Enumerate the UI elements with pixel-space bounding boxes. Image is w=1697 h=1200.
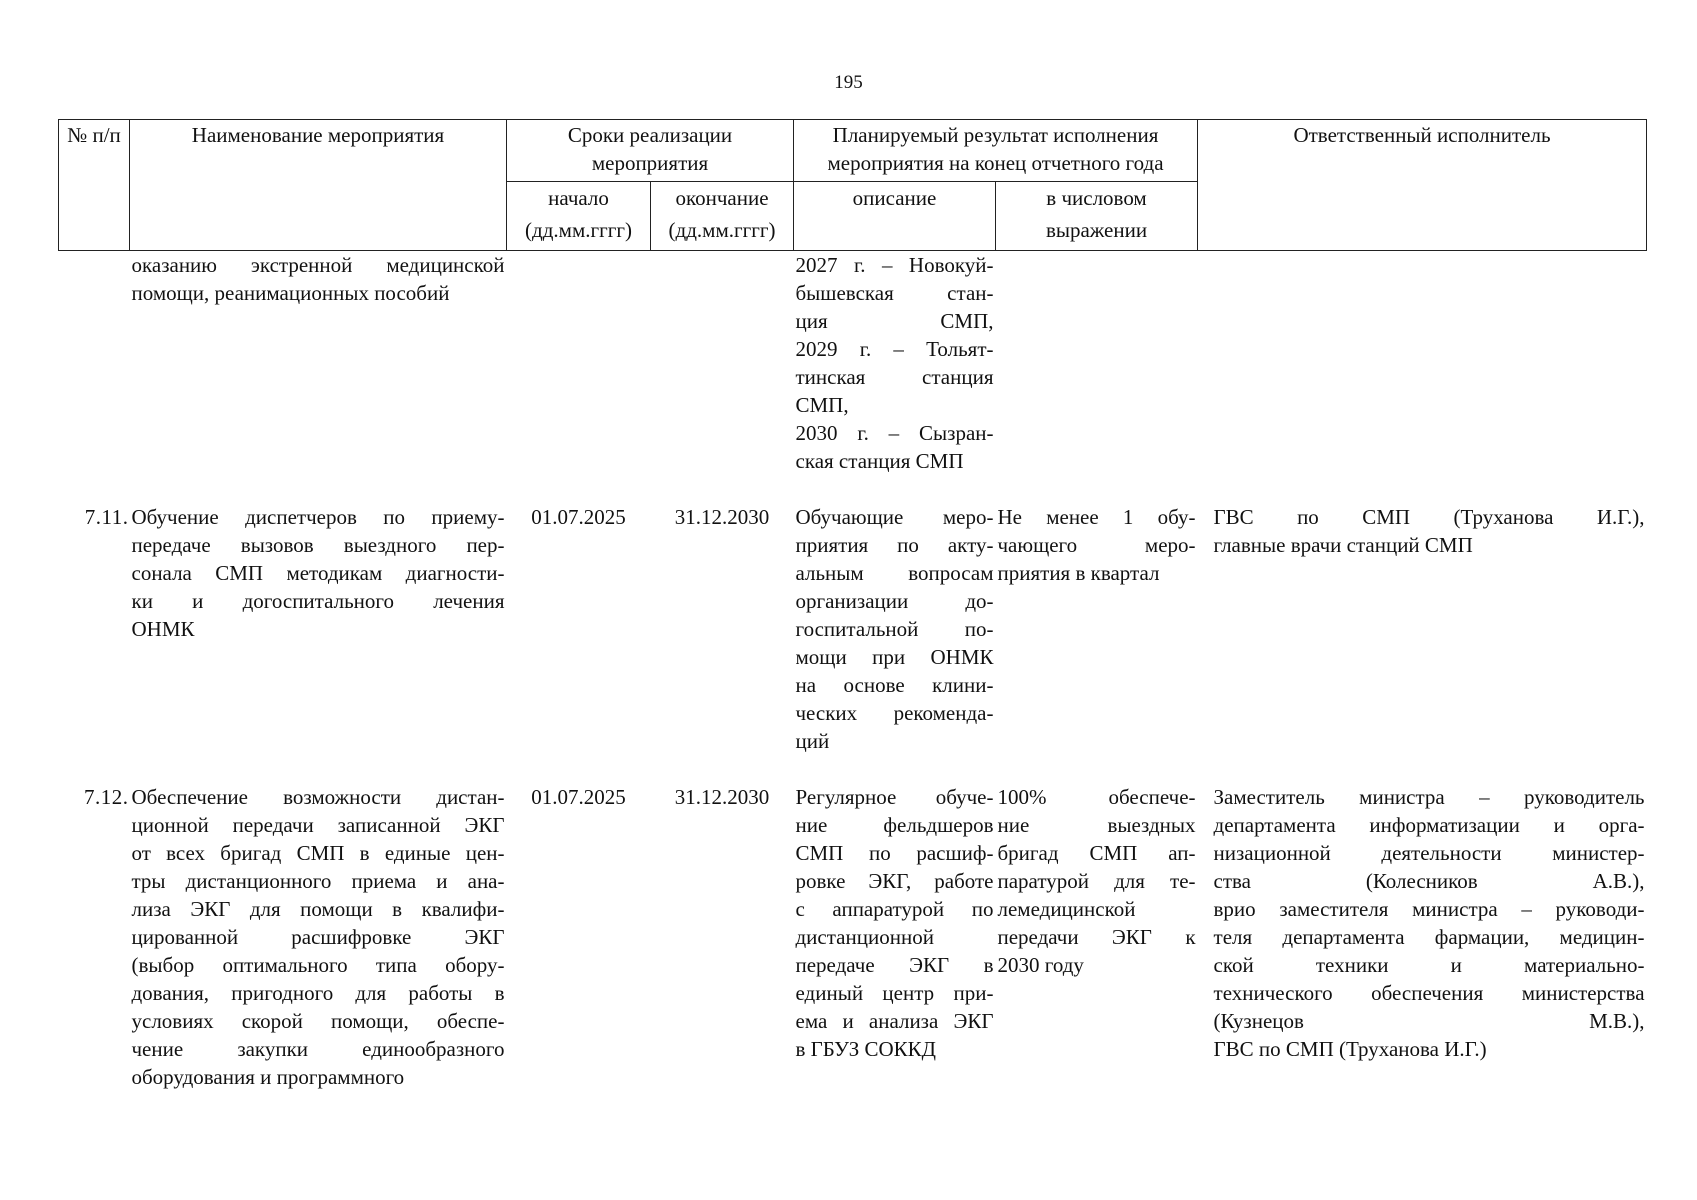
text-line: Заместитель министра – руководитель: [1213, 785, 1645, 809]
text-line: лиза ЭКГ для помощи в квалифи-: [131, 897, 505, 921]
text-line: на основе клини-: [795, 673, 994, 697]
header-numeric: в числовом выражении: [996, 182, 1198, 251]
row-number-cell: [59, 251, 130, 476]
header-start: начало (дд.мм.гггг): [507, 182, 651, 251]
text-line: ние выездных: [997, 813, 1196, 837]
text-line: (выбор оптимального типа обору-: [131, 953, 505, 977]
header-end: окончание (дд.мм.гггг): [651, 182, 794, 251]
text-line: лемедицинской: [997, 897, 1136, 921]
text-line: оборудования и программного: [131, 1065, 405, 1089]
text-line: СМП,: [795, 393, 849, 417]
text-line: чающего меро-: [997, 533, 1196, 557]
text-line: передачи ЭКГ к: [997, 925, 1196, 949]
row-end-cell: 31.12.2030: [674, 785, 770, 809]
text-line: ОНМК: [131, 617, 195, 641]
text-line: 2029 г. – Тольят-: [795, 337, 994, 361]
header-responsible: Ответственный исполнитель: [1198, 120, 1647, 251]
row-spacer: [59, 475, 1647, 503]
row-name-cell: [130, 251, 507, 476]
text-line: ций: [795, 729, 830, 753]
row-value-cell: [996, 503, 1198, 755]
text-line: сонала СМП методикам диагности-: [131, 561, 505, 585]
page-number: 195: [834, 72, 863, 93]
text-line: ская станция СМП: [795, 449, 964, 473]
text-line: мощи при ОНМК: [795, 645, 994, 669]
row-description-cell: [794, 251, 996, 476]
text-line: теля департамента фармации, медицин-: [1213, 925, 1645, 949]
text-line: передаче ЭКГ в: [795, 953, 994, 977]
text-line: организации до-: [795, 589, 994, 613]
text-line: паратурой для те-: [997, 869, 1196, 893]
text-line: ция СМП,: [795, 309, 994, 333]
text-line: технического обеспечения министерства: [1213, 981, 1645, 1005]
row-name-cell: [130, 783, 507, 1091]
spacer-cell: [59, 475, 1647, 503]
text-line: ГВС по СМП (Труханова И.Г.): [1213, 1037, 1487, 1061]
row-value-cell: [996, 251, 1198, 476]
row-description-cell: [794, 503, 996, 755]
text-line: альным вопросам: [795, 561, 994, 585]
row-spacer: [59, 755, 1647, 783]
text-line: ки и догоспитального лечения: [131, 589, 505, 613]
text-line: Обучающие меро-: [795, 505, 994, 529]
table-body: [59, 251, 1647, 1092]
text-line: врио заместителя министра – руководи-: [1213, 897, 1645, 921]
text-line: 100% обеспече-: [997, 785, 1196, 809]
row-end-cell: 31.12.2030: [674, 505, 770, 529]
text-line: с аппаратурой по: [795, 897, 994, 921]
text-line: ства (Колесников А.В.),: [1213, 869, 1645, 893]
header-result: Планируемый результат исполнения мероприятия на конец отчетного года: [794, 120, 1198, 182]
text-line: передаче вызовов выездного пер-: [131, 533, 505, 557]
row-end-cell: [651, 251, 794, 476]
text-line: 2030 г. – Сызран-: [795, 421, 994, 445]
row-number-cell: 7.11.: [84, 505, 129, 529]
text-line: дования, пригодного для работы в: [131, 981, 505, 1005]
header-number: № п/п: [59, 120, 130, 251]
text-line: чение закупки единообразного: [131, 1037, 505, 1061]
text-line: 2027 г. – Новокуй-: [795, 253, 994, 277]
row-value-cell: [996, 783, 1198, 1091]
text-line: помощи, реанимационных пособий: [131, 281, 450, 305]
table-row-continuation: [59, 251, 1647, 476]
text-line: ческих рекоменда-: [795, 701, 994, 725]
text-line: Регулярное обуче-: [795, 785, 994, 809]
header-description: описание: [794, 182, 996, 251]
row-number-cell: 7.12.: [84, 785, 129, 809]
text-line: бригад СМП ап-: [997, 841, 1196, 865]
text-line: госпитальной по-: [795, 617, 994, 641]
row-start-cell: 01.07.2025: [531, 505, 626, 529]
row-start-cell: 01.07.2025: [531, 785, 626, 809]
text-line: в ГБУЗ СОККД: [795, 1037, 936, 1061]
row-responsible-cell: [1198, 503, 1647, 755]
row-description-cell: [794, 783, 996, 1091]
text-line: приятия в квартал: [997, 561, 1160, 585]
text-line: департамента информатизации и орга-: [1213, 813, 1645, 837]
text-line: условиях скорой помощи, обеспе-: [131, 1009, 505, 1033]
header-name: Наименование мероприятия: [130, 120, 507, 251]
text-line: дистанционной: [795, 925, 934, 949]
table-header: [59, 120, 1647, 251]
text-line: 2030 году: [997, 953, 1084, 977]
text-line: ГВС по СМП (Труханова И.Г.),: [1213, 505, 1645, 529]
header-period: Сроки реализации мероприятия: [507, 120, 794, 182]
text-line: низационной деятельности министер-: [1213, 841, 1645, 865]
text-line: СМП по расшиф-: [795, 841, 994, 865]
text-line: главные врачи станций СМП: [1213, 533, 1473, 557]
text-line: бышевская стан-: [795, 281, 994, 305]
spacer-cell: [59, 755, 1647, 783]
text-line: (Кузнецов М.В.),: [1213, 1009, 1645, 1033]
row-responsible-cell: [1198, 251, 1647, 476]
text-line: ние фельдшеров: [795, 813, 994, 837]
text-line: ционной передачи записанной ЭКГ: [131, 813, 505, 837]
text-line: тры дистанционного приема и ана-: [131, 869, 505, 893]
table-row: [59, 783, 1647, 1091]
text-line: Обеспечение возможности дистан-: [131, 785, 505, 809]
text-line: ской техники и материально-: [1213, 953, 1645, 977]
text-line: ема и анализа ЭКГ: [795, 1009, 994, 1033]
text-line: тинская станция: [795, 365, 994, 389]
row-name-cell: [130, 503, 507, 755]
row-start-cell: [507, 251, 651, 476]
text-line: приятия по акту-: [795, 533, 994, 557]
table-row: [59, 503, 1647, 755]
text-line: единый центр при-: [795, 981, 994, 1005]
text-line: цированной расшифровке ЭКГ: [131, 925, 505, 949]
activities-table: [58, 119, 1647, 1091]
text-line: Обучение диспетчеров по приему-: [131, 505, 505, 529]
row-responsible-cell: [1198, 783, 1647, 1091]
text-line: оказанию экстренной медицинской: [131, 253, 505, 277]
text-line: ровке ЭКГ, работе: [795, 869, 994, 893]
text-line: от всех бригад СМП в единые цен-: [131, 841, 505, 865]
text-line: Не менее 1 обу-: [997, 505, 1196, 529]
